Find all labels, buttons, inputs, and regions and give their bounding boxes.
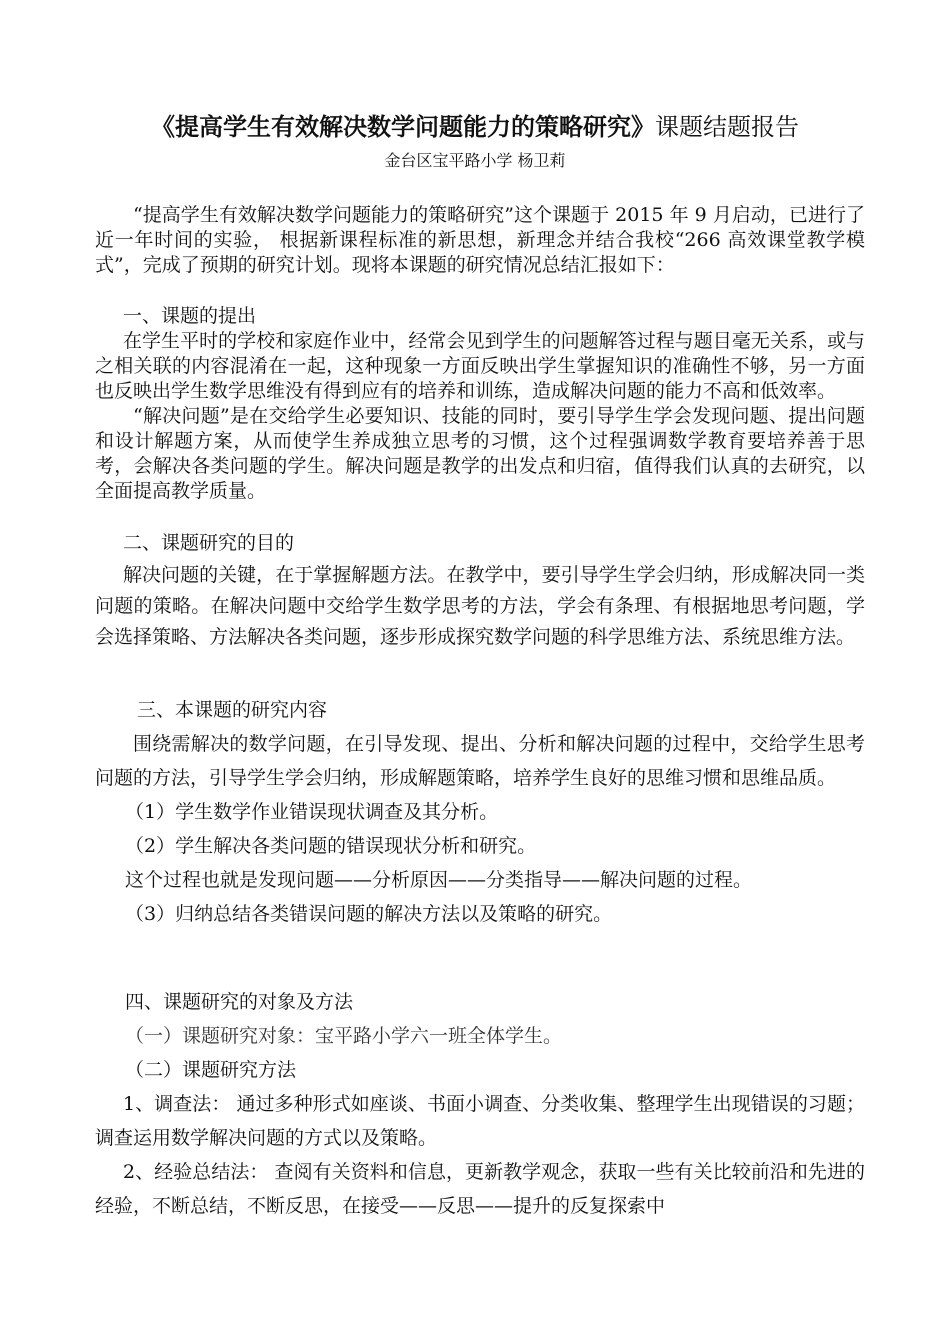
section-3 [95,693,865,931]
section-2-paragraph: 解决问题的关键，在于掌握解题方法。在教学中，要引导学生学会归纳，形成解决同一类问题的策略。在解决问题中交给学生数学思考的方法，学会有条理、有根据地思考问题，学会选择策略、方法解决各类问题，逐步形成探究数学问题的科学思维方法、系统思维方法。 [95,564,865,648]
intro-section [95,203,865,278]
section-1 [95,304,865,504]
section-1-heading: 一、课题的提出 [123,305,257,327]
section-4-heading: 四、课题研究的对象及方法 [125,991,354,1013]
section-3-heading: 三、本课题的研究内容 [137,699,328,721]
section-1-paragraph-1: 在学生平时的学校和家庭作业中，经常会见到学生的问题解答过程与题目毫无关系，或与之相关联的内容混淆在一起，这种现象一方面反映出学生掌握知识的准确性不够，另一方面也反映出学生数学思维没有得到应有的培养和训练，造成解决问题的能力不高和低效率。 [95,330,865,402]
section-4 [95,985,865,1223]
section-2 [95,531,865,653]
author-line: 金台区宝平路小学 杨卫莉 [384,151,566,170]
section-4-sub-2: （二）课题研究方法 [125,1059,297,1081]
section-4-method-1: 1、调查法： 通过多种形式如座谈、书面小调查、分类收集、整理学生出现错误的习题； 调查运用数学解决问题的方式以及策略。 [95,1093,865,1149]
intro-paragraph: “提高学生有效解决数学问题能力的策略研究”这个课题于 2015 年 9 月启动，已进行了近一年时间的实验， 根据新课程标准的新思想，新理念并结合我校“266 高效课堂教学模式”，完成了预期的研究计划。现将本课题的研究情况总结汇报如下： [95,204,865,276]
section-3-process: 这个过程也就是发现问题——分析原因——分类指导——解决问题的过程。 [125,869,753,891]
section-3-item-3: （3）归纳总结各类错误问题的解决方法以及策略的研究。 [125,903,613,925]
section-4-sub-1: （一）课题研究对象：宝平路小学六一班全体学生。 [125,1025,563,1047]
report-title-suffix: 课题结题报告 [655,113,799,141]
section-3-paragraph: 围绕需解决的数学问题，在引导发现、提出、分析和解决问题的过程中，交给学生思考问题的方法，引导学生学会归纳，形成解题策略，培养学生良好的思维习惯和思维品质。 [95,733,865,789]
section-2-heading: 二、课题研究的目的 [123,532,295,554]
report-title-main: 《提高学生有效解决数学问题能力的策略研究》 [151,112,655,141]
section-4-method-2: 2、经验总结法： 查阅有关资料和信息，更新教学观念，获取一些有关比较前沿和先进的经验，不断总结，不断反思，在接受——反思——提升的反复探索中 [95,1161,865,1217]
section-3-item-2: （2）学生解决各类问题的错误现状分析和研究。 [125,835,537,857]
section-1-paragraph-2: “解决问题”是在交给学生必要知识、技能的同时，要引导学生学会发现问题、提出问题和设计解题方案，从而使学生养成独立思考的习惯，这个过程强调数学教育要培养善于思考，会解决各类问题的学生。解决问题是教学的出发点和归宿，值得我们认真的去研究，以全面提高教学质量。 [95,405,865,502]
report-title [0,110,950,144]
section-3-item-1: （1）学生数学作业错误现状调查及其分析。 [125,801,499,823]
